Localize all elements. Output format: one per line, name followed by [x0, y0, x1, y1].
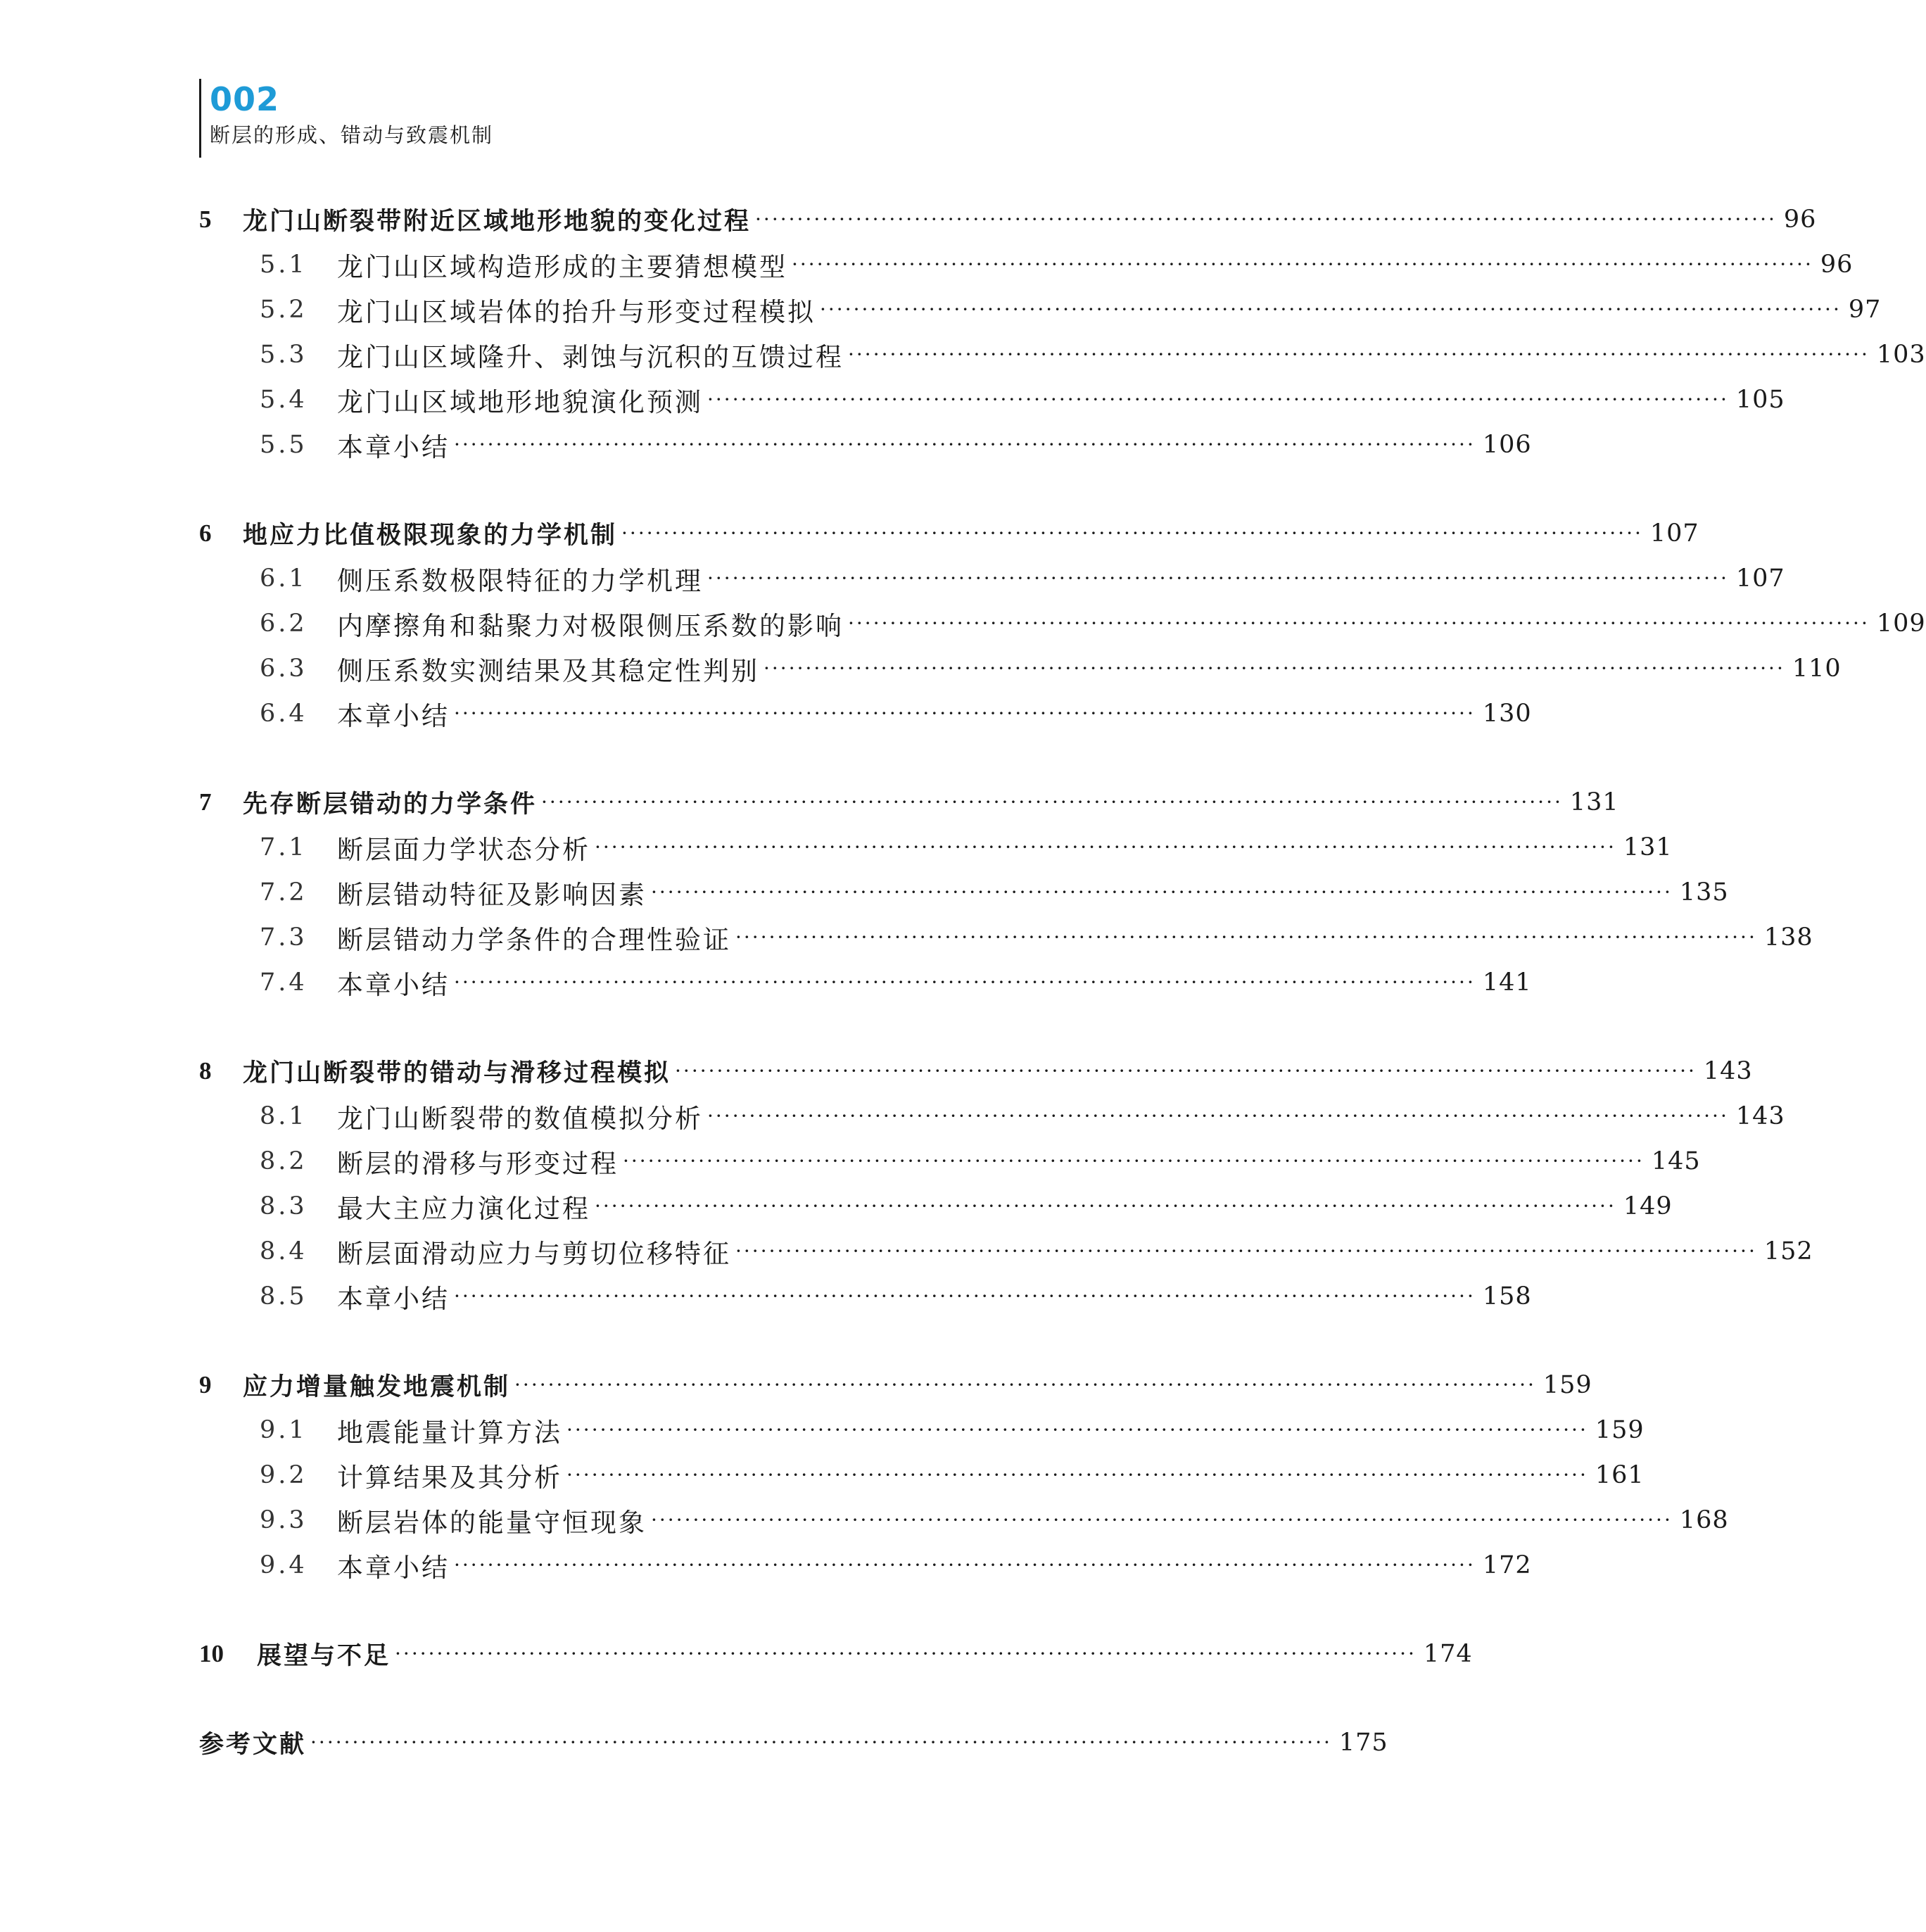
dot-leader: ··························································································································: [595, 1194, 1616, 1218]
page-ref: 110: [1792, 655, 1842, 683]
page-ref: 138: [1763, 923, 1813, 952]
toc-section-5-1[interactable]: [199, 242, 1854, 287]
section-title: 断层错动特征及影响因素: [337, 880, 647, 910]
dot-leader: ··························································································································: [755, 208, 1777, 231]
page-ref: 131: [1623, 833, 1673, 861]
section-number: 6.2: [260, 610, 308, 638]
section-number: 8.4: [260, 1237, 308, 1265]
page-ref: 109: [1876, 610, 1926, 638]
toc-section-6-4[interactable]: [199, 691, 1532, 736]
page-ref: 152: [1763, 1237, 1813, 1265]
toc-section-9-4[interactable]: [199, 1543, 1532, 1588]
toc-section-8-3[interactable]: [199, 1184, 1673, 1229]
page-ref: 107: [1649, 519, 1699, 548]
dot-leader: ··························································································································: [621, 522, 1643, 545]
section-title: 龙门山断裂带的数值模拟分析: [337, 1104, 703, 1134]
section-title: 内摩擦角和黏聚力对极限侧压系数的影响: [337, 611, 844, 641]
page-ref: 106: [1482, 431, 1532, 459]
section-number: 5.3: [260, 341, 308, 369]
page-ref: 174: [1423, 1640, 1473, 1668]
dot-leader: ··························································································································: [735, 1239, 1757, 1263]
page-ref: 131: [1569, 788, 1619, 816]
section-title: 本章小结: [337, 701, 450, 731]
dot-leader: ··························································································································: [848, 343, 1870, 366]
chapter-title: 展望与不足: [257, 1642, 391, 1670]
page-ref: 141: [1482, 968, 1532, 997]
dot-leader: ··························································································································: [454, 1284, 1476, 1308]
page-ref: 143: [1735, 1102, 1785, 1130]
chapter-gap: [199, 1677, 1184, 1720]
chapter-gap: [199, 1319, 1184, 1363]
page-ref: 172: [1482, 1551, 1532, 1579]
page-ref: 168: [1679, 1506, 1729, 1534]
chapter-number: 8: [199, 1057, 212, 1085]
section-number: 8.3: [260, 1192, 308, 1220]
page-ref: 159: [1595, 1416, 1645, 1444]
dot-leader: ··························································································································: [623, 1149, 1645, 1173]
section-title: 断层错动力学条件的合理性验证: [337, 925, 731, 955]
section-title: 地震能量计算方法: [337, 1418, 562, 1448]
chapter-number: 10: [199, 1640, 224, 1667]
section-number: 7.2: [260, 878, 308, 907]
dot-leader: ··························································································································: [454, 971, 1476, 994]
toc-section-8-1[interactable]: [199, 1094, 1785, 1139]
toc-chapter-5[interactable]: [199, 197, 1817, 242]
toc-section-7-3[interactable]: [199, 915, 1813, 960]
dot-leader: ··························································································································: [454, 1553, 1476, 1577]
toc-section-7-2[interactable]: [199, 870, 1729, 915]
toc-section-9-1[interactable]: [199, 1408, 1645, 1453]
section-title: 侧压系数实测结果及其稳定性判别: [337, 656, 759, 686]
toc-section-7-4[interactable]: [199, 960, 1532, 1005]
toc-section-8-4[interactable]: [199, 1229, 1813, 1274]
toc-section-6-2[interactable]: [199, 601, 1926, 646]
section-number: 5.4: [260, 386, 308, 414]
section-title: 断层的滑移与形变过程: [337, 1149, 619, 1179]
page-ref: 175: [1338, 1729, 1388, 1757]
chapter-title: 应力增量触发地震机制: [243, 1373, 511, 1401]
chapter-title: 地应力比值极限现象的力学机制: [243, 522, 618, 550]
toc-chapter-8[interactable]: [199, 1049, 1753, 1094]
section-number: 5.5: [260, 431, 308, 459]
dot-leader: ··························································································································: [651, 880, 1673, 904]
toc-section-9-2[interactable]: [199, 1453, 1645, 1498]
toc-section-5-5[interactable]: [199, 422, 1532, 467]
section-number: 5.2: [260, 296, 308, 324]
toc-section-8-5[interactable]: [199, 1274, 1532, 1319]
toc-chapter-6[interactable]: [199, 511, 1699, 556]
dot-leader: ··························································································································: [764, 657, 1785, 680]
toc-section-7-1[interactable]: [199, 825, 1673, 870]
toc-section-5-4[interactable]: [199, 377, 1785, 422]
section-title: 龙门山区域岩体的抬升与形变过程模拟: [337, 297, 816, 327]
dot-leader: ··························································································································: [566, 1463, 1588, 1486]
section-title: 龙门山区域隆升、剥蚀与沉积的互馈过程: [337, 342, 844, 372]
section-title: 本章小结: [337, 432, 450, 462]
dot-leader: ··························································································································: [454, 433, 1476, 456]
chapter-title: 龙门山断裂带附近区域地形地貌的变化过程: [243, 208, 752, 236]
section-number: 9.1: [260, 1416, 308, 1444]
page-ref: 107: [1735, 564, 1785, 593]
dot-leader: ··························································································································: [792, 253, 1813, 276]
section-number: 8.1: [260, 1102, 308, 1130]
chapter-gap: [199, 1005, 1184, 1049]
dot-leader: ··························································································································: [395, 1642, 1417, 1665]
chapter-title: 龙门山断裂带的错动与滑移过程模拟: [243, 1059, 671, 1087]
section-title: 本章小结: [337, 970, 450, 1000]
dot-leader: ··························································································································: [707, 1104, 1729, 1128]
section-number: 6.3: [260, 655, 308, 683]
toc-section-9-3[interactable]: [199, 1498, 1729, 1543]
page-ref: 130: [1482, 700, 1532, 728]
page-ref: 103: [1876, 341, 1926, 369]
page-number: 002: [210, 80, 280, 118]
section-number: 5.1: [260, 251, 308, 279]
section-title: 龙门山区域地形地貌演化预测: [337, 387, 703, 417]
page-ref: 96: [1783, 206, 1817, 234]
page-ref: 158: [1482, 1282, 1532, 1311]
toc-section-5-2[interactable]: [199, 287, 1882, 332]
toc-chapter-10[interactable]: [199, 1631, 1473, 1677]
page-ref: 149: [1623, 1192, 1673, 1220]
page-ref: 96: [1820, 251, 1854, 279]
section-number: 7.3: [260, 923, 308, 952]
dot-leader: ··························································································································: [454, 702, 1476, 725]
page-ref: 145: [1651, 1147, 1701, 1175]
toc-chapter-9[interactable]: [199, 1363, 1592, 1408]
chapter-gap: [199, 736, 1184, 780]
toc-chapter-7[interactable]: [199, 780, 1619, 825]
section-number: 8.5: [260, 1282, 308, 1311]
chapter-number: 9: [199, 1371, 212, 1399]
toc-section-6-1[interactable]: [199, 556, 1785, 601]
book-title: 断层的形成、错动与致震机制: [210, 123, 494, 147]
section-title: 龙门山区域构造形成的主要猜想模型: [337, 252, 787, 282]
chapter-number: 5: [199, 206, 212, 233]
section-number: 8.2: [260, 1147, 308, 1175]
section-title: 侧压系数极限特征的力学机理: [337, 566, 703, 596]
section-number: 7.4: [260, 968, 308, 997]
chapter-gap: [199, 467, 1184, 511]
dot-leader: ··························································································································: [310, 1731, 1332, 1754]
table-of-contents: [199, 197, 1926, 1765]
dot-leader: ··························································································································: [820, 298, 1842, 321]
references-title: 参考文献: [199, 1731, 307, 1759]
page-ref: 143: [1703, 1057, 1753, 1085]
section-title: 最大主应力演化过程: [337, 1194, 590, 1224]
toc-section-5-3[interactable]: [199, 332, 1926, 377]
dot-leader: ··························································································································: [848, 612, 1870, 635]
chapter-number: 7: [199, 788, 212, 816]
dot-leader: ··························································································································: [541, 790, 1563, 814]
section-number: 7.1: [260, 833, 308, 861]
toc-references[interactable]: [199, 1720, 1388, 1765]
running-header: [199, 79, 493, 158]
section-number: 6.1: [260, 564, 308, 593]
chapter-number: 6: [199, 519, 212, 547]
dot-leader: ··························································································································: [595, 835, 1616, 859]
section-title: 计算结果及其分析: [337, 1463, 562, 1493]
chapter-title: 先存断层错动的力学条件: [243, 790, 538, 819]
dot-leader: ··························································································································: [735, 926, 1757, 949]
page-ref: 97: [1848, 296, 1882, 324]
dot-leader: ··························································································································: [675, 1059, 1697, 1082]
section-title: 本章小结: [337, 1553, 450, 1583]
page-ref: 161: [1595, 1461, 1645, 1489]
section-number: 6.4: [260, 700, 308, 728]
section-title: 断层面力学状态分析: [337, 835, 590, 865]
dot-leader: ··························································································································: [514, 1373, 1536, 1396]
dot-leader: ··························································································································: [651, 1508, 1673, 1532]
page-ref: 105: [1735, 386, 1785, 414]
section-title: 断层岩体的能量守恒现象: [337, 1508, 647, 1538]
section-title: 断层面滑动应力与剪切位移特征: [337, 1239, 731, 1269]
toc-section-6-3[interactable]: [199, 646, 1842, 691]
section-number: 9.3: [260, 1506, 308, 1534]
chapter-gap: [199, 1588, 1184, 1631]
dot-leader: ··························································································································: [707, 388, 1729, 411]
section-number: 9.2: [260, 1461, 308, 1489]
page-ref: 159: [1542, 1371, 1592, 1399]
toc-section-8-2[interactable]: [199, 1139, 1701, 1184]
dot-leader: ··························································································································: [566, 1418, 1588, 1441]
section-number: 9.4: [260, 1551, 308, 1579]
section-title: 本章小结: [337, 1284, 450, 1314]
page-ref: 135: [1679, 878, 1729, 907]
dot-leader: ··························································································································: [707, 567, 1729, 590]
